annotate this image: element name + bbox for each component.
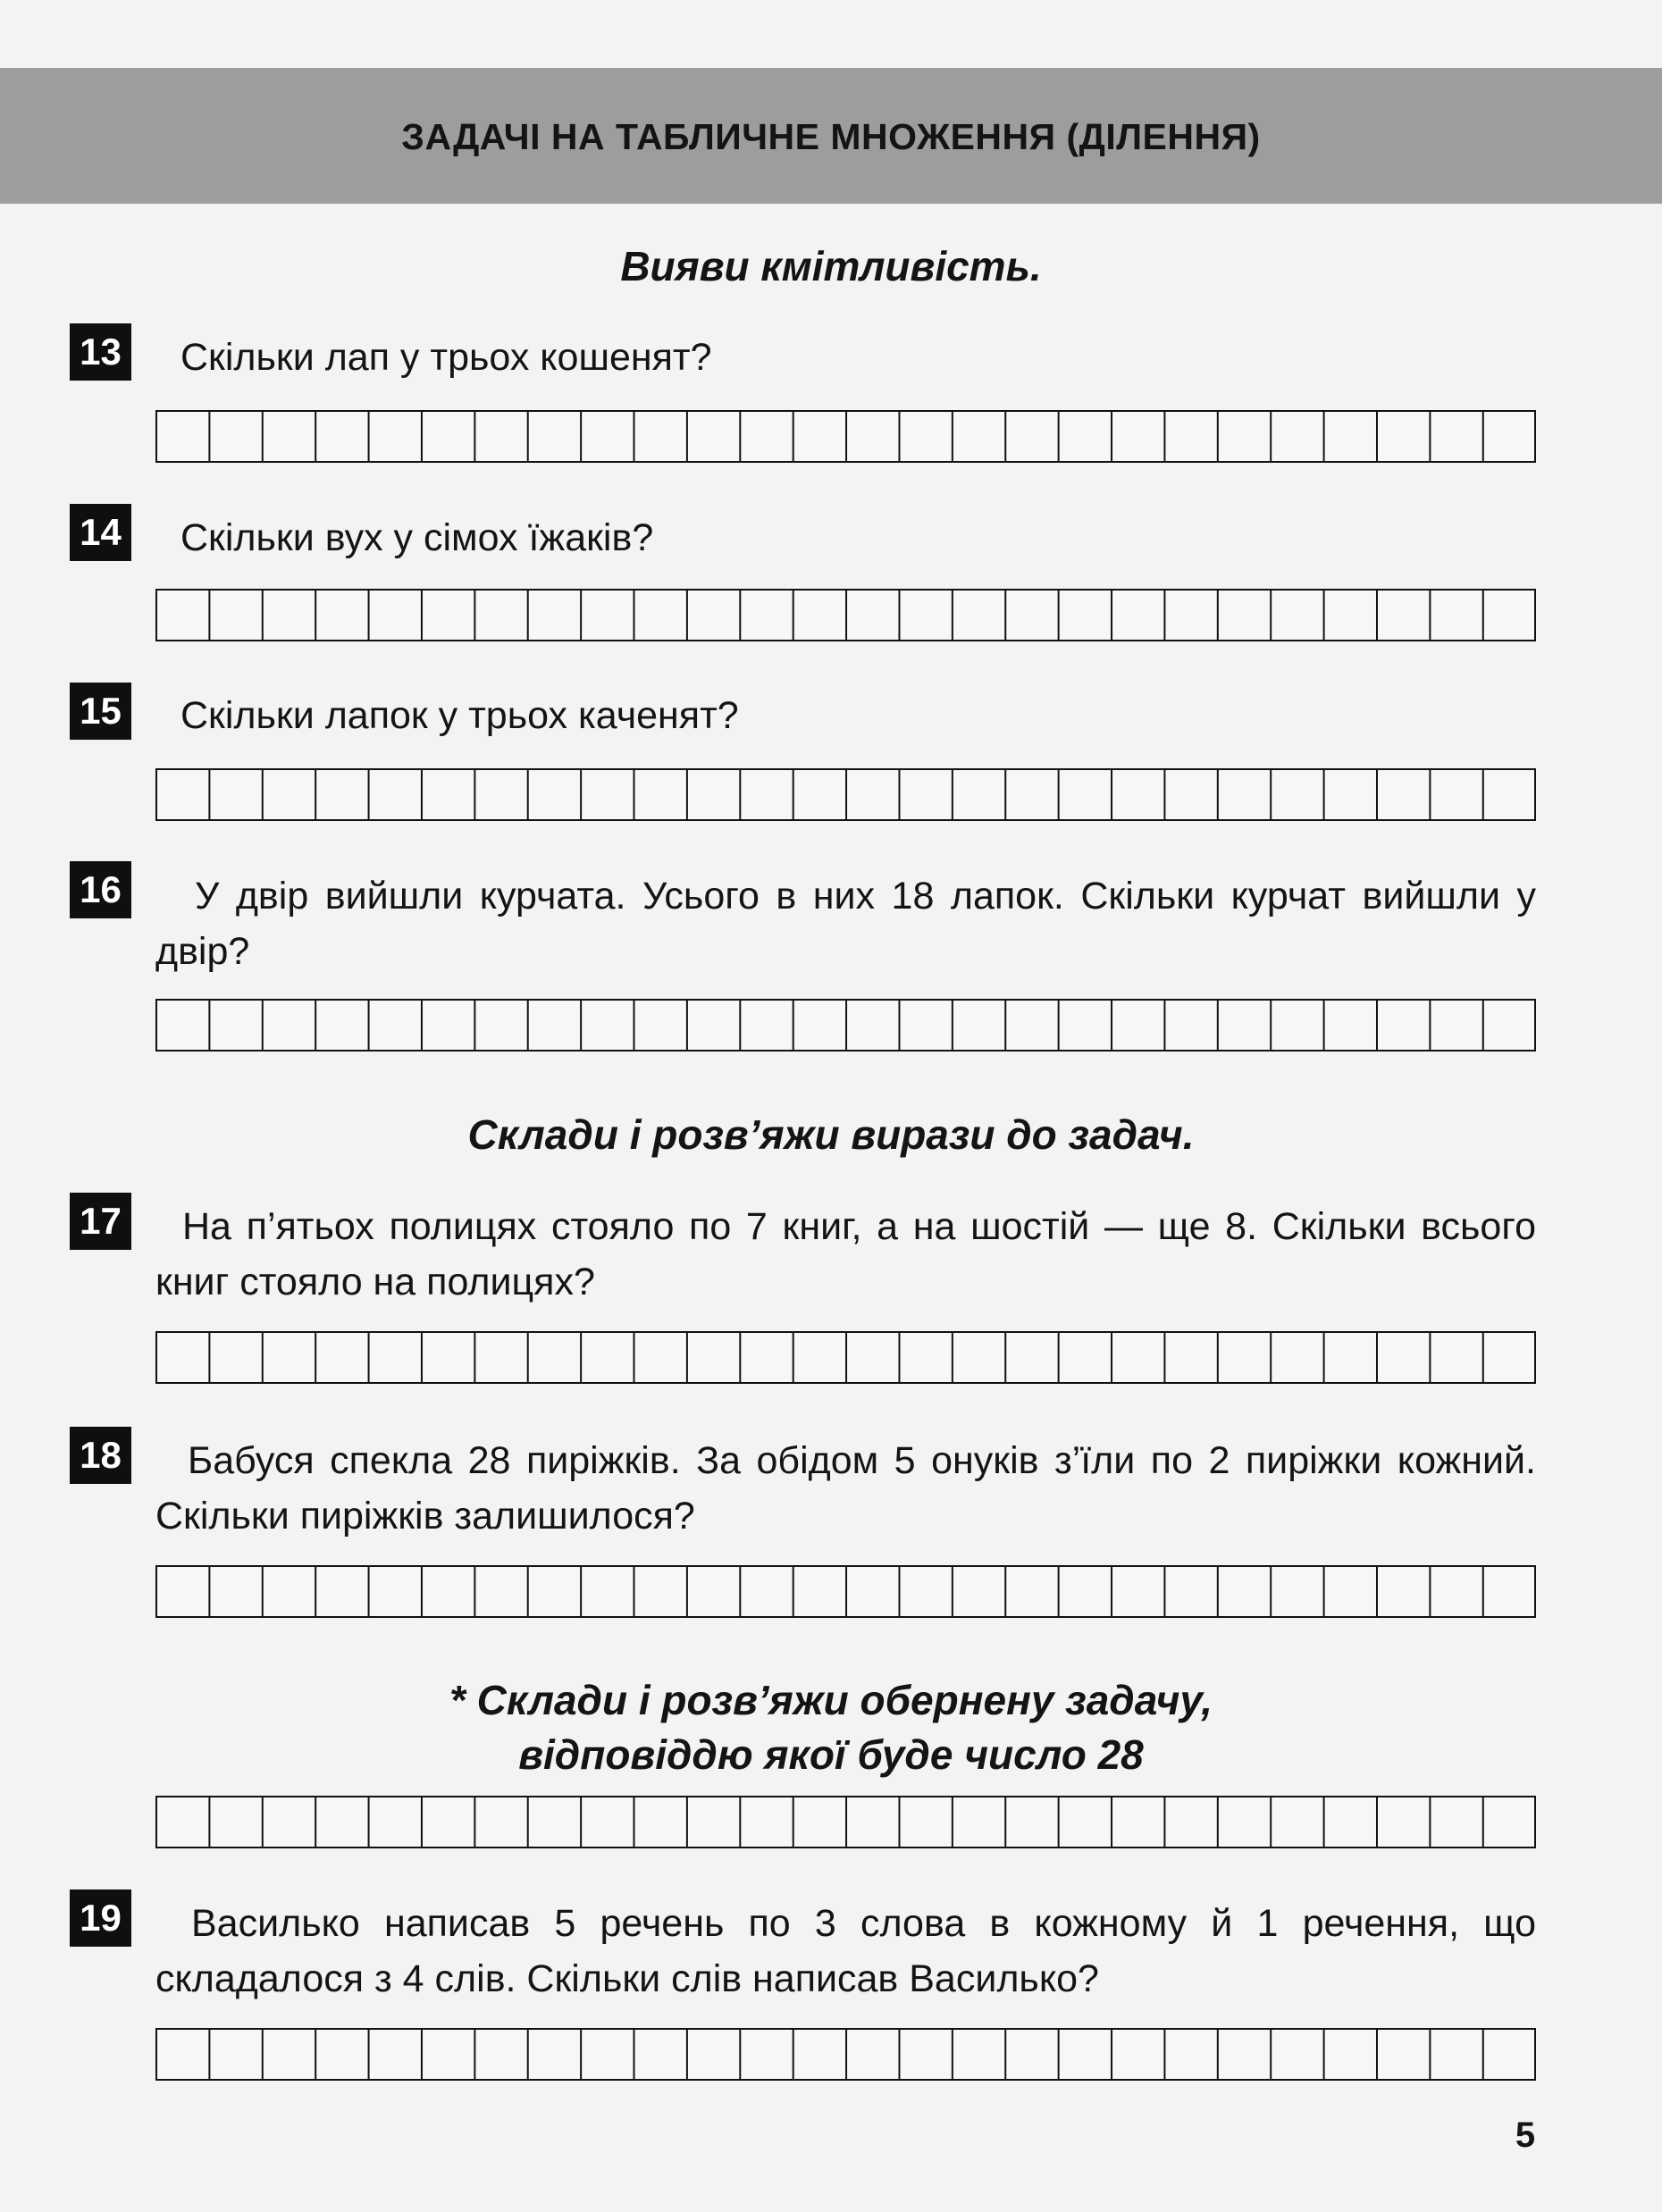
answer-grid-15[interactable]: [155, 768, 1536, 821]
task-text-13: Скільки лап у трьох кошенят?: [180, 336, 712, 379]
task-number-15: 15: [70, 683, 131, 740]
task-number-16: 16: [70, 861, 131, 918]
section-heading-ingenuity: Вияви кмітливість.: [620, 243, 1042, 289]
answer-grid-13[interactable]: [155, 410, 1536, 463]
task-text-17: На п’ятьох полицях стояло по 7 книг, а на шостій — ще 8. Скільки всього книг стояло на полицях?: [155, 1205, 1536, 1303]
answer-grid-16[interactable]: [155, 999, 1536, 1052]
answer-grid-19[interactable]: [155, 2028, 1536, 2081]
page-number: 5: [1515, 2116, 1536, 2155]
page-title: ЗАДАЧІ НА ТАБЛИЧНЕ МНОЖЕННЯ (ДІЛЕННЯ): [401, 116, 1261, 157]
task-text-19: Василько написав 5 речень по 3 слова в кожному й 1 речення, що складалося з 4 слів. Скільки слів написав Василько?: [155, 1902, 1536, 2000]
section-heading-inverse-line1: * Склади і розв’яжи обернену задачу,: [449, 1677, 1213, 1723]
task-number-18: 18: [70, 1427, 131, 1484]
task-number-14: 14: [70, 504, 131, 561]
task-number-13: 13: [70, 323, 131, 381]
task-number-19: 19: [70, 1889, 131, 1947]
task-text-14: Скільки вух у сімох їжаків?: [180, 516, 654, 559]
answer-grid-14[interactable]: [155, 589, 1536, 641]
task-text-16: У двір вийшли курчата. Усього в них 18 лапок. Скільки курчат вийшли у двір?: [155, 875, 1536, 973]
task-number-17: 17: [70, 1193, 131, 1250]
task-text-18: Бабуся спекла 28 пиріжків. За обідом 5 онуків з’їли по 2 пиріжки кожний. Скільки пиріжків залишилося?: [155, 1439, 1536, 1538]
answer-grid-18[interactable]: [155, 1565, 1536, 1618]
section-heading-expressions: Склади і розв’яжи вирази до задач.: [467, 1111, 1195, 1158]
answer-grid-17[interactable]: [155, 1331, 1536, 1384]
task-text-15: Скільки лапок у трьох каченят?: [180, 694, 739, 737]
answer-grid-inverse[interactable]: [155, 1796, 1536, 1848]
section-heading-inverse-line2: відповіддю якої буде число 28: [518, 1731, 1144, 1778]
